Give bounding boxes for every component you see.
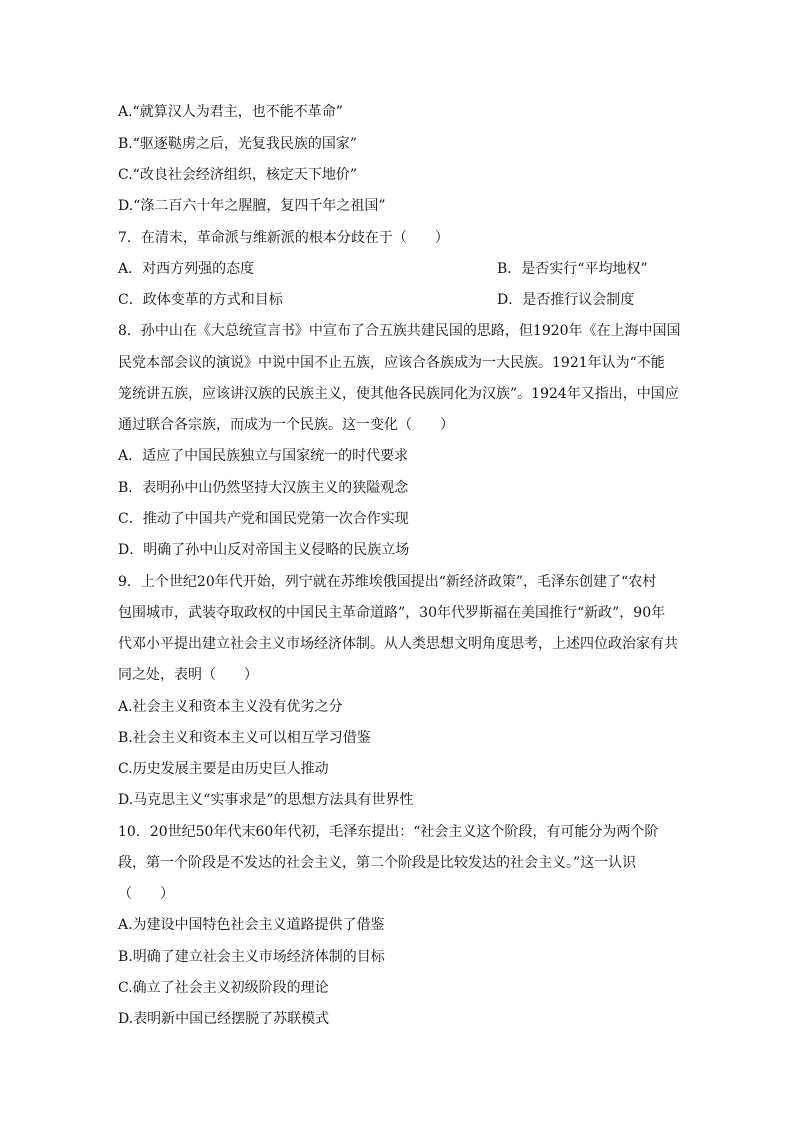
q7-option-b: B．是否实行“平均地权”: [497, 261, 648, 277]
q9-stem-line-2: 包围城市，武装夺取政权的中国民主革命道路”，30年代罗斯福在美国推行“新政”，90年: [118, 605, 666, 621]
q7-option-a: A．对西方列强的态度: [118, 261, 255, 277]
q10-option-a: A.为建设中国特色社会主义道路提供了借鉴: [118, 917, 385, 933]
q8-option-d: D．明确了孙中山反对帝国主义侵略的民族立场: [118, 542, 410, 558]
q6-option-a: A.“就算汉人为君主，也不能不革命”: [118, 104, 343, 120]
q9-option-b: B.社会主义和资本主义可以相互学习借鉴: [118, 730, 371, 746]
q10-stem-line-3: （ ）: [118, 886, 174, 902]
q7-stem: 7．在清末，革命派与维新派的根本分歧在于（ ）: [118, 230, 449, 246]
q8-option-a: A．适应了中国民族独立与国家统一的时代要求: [118, 448, 409, 464]
q10-stem-line-2: 段，第一个阶段是不发达的社会主义，第二个阶段是比较发达的社会主义。”这一认识: [118, 855, 637, 871]
q9-stem-line-4: 同之处，表明（ ）: [118, 667, 258, 683]
q6-option-d: D.“涤二百六十年之腥膻，复四千年之祖国”: [118, 198, 386, 214]
q9-option-a: A.社会主义和资本主义没有优劣之分: [118, 699, 343, 715]
q10-stem-line-1: 10．20世纪50年代末60年代初，毛泽东提出：“社会主义这个阶段，有可能分为两个阶: [118, 824, 659, 840]
q9-option-c: C.历史发展主要是由历史巨人推动: [118, 761, 329, 777]
q10-option-b: B.明确了建立社会主义市场经济体制的目标: [118, 949, 385, 965]
q6-option-c: C.“改良社会经济组织，核定天下地价”: [118, 167, 357, 183]
q10-option-c: C.确立了社会主义初级阶段的理论: [118, 980, 329, 996]
q8-stem-line-2: 民党本部会议的演说》中说中国不止五族，应该合各族成为一大民族。1921年认为“不能: [118, 355, 665, 371]
q9-option-d: D.马克思主义“实事求是”的思想方法具有世界性: [118, 792, 414, 808]
q10-option-d: D.表明新中国已经摆脱了苏联模式: [118, 1011, 330, 1027]
q9-stem-line-3: 代邓小平提出建立社会主义市场经济体制。从人类思想文明角度思考，上述四位政治家有共: [118, 636, 678, 652]
q8-stem-line-3: 笼统讲五族，应该讲汉族的民族主义，使其他各民族同化为汉族”。1924年又指出，中国应: [118, 386, 679, 402]
q8-stem-line-1: 8．孙中山在《大总统宣言书》中宣布了合五族共建民国的思路，但1920年《在上海中国国: [118, 323, 681, 339]
q6-option-b: B.“驱逐鞑虏之后，光复我民族的国家”: [118, 136, 358, 152]
q8-option-b: B．表明孙中山仍然坚持大汉族主义的狭隘观念: [118, 480, 409, 496]
q7-option-c: C．政体变革的方式和目标: [118, 292, 283, 308]
q8-option-c: C．推动了中国共产党和国民党第一次合作实现: [118, 511, 409, 527]
q9-stem-line-1: 9．上个世纪20年代开始，列宁就在苏维埃俄国提出“新经济政策”，毛泽东创建了“农村: [118, 574, 657, 590]
q7-option-d: D．是否推行议会制度: [497, 292, 635, 308]
q8-stem-line-4: 通过联合各宗族，而成为一个民族。这一变化（ ）: [118, 417, 454, 433]
